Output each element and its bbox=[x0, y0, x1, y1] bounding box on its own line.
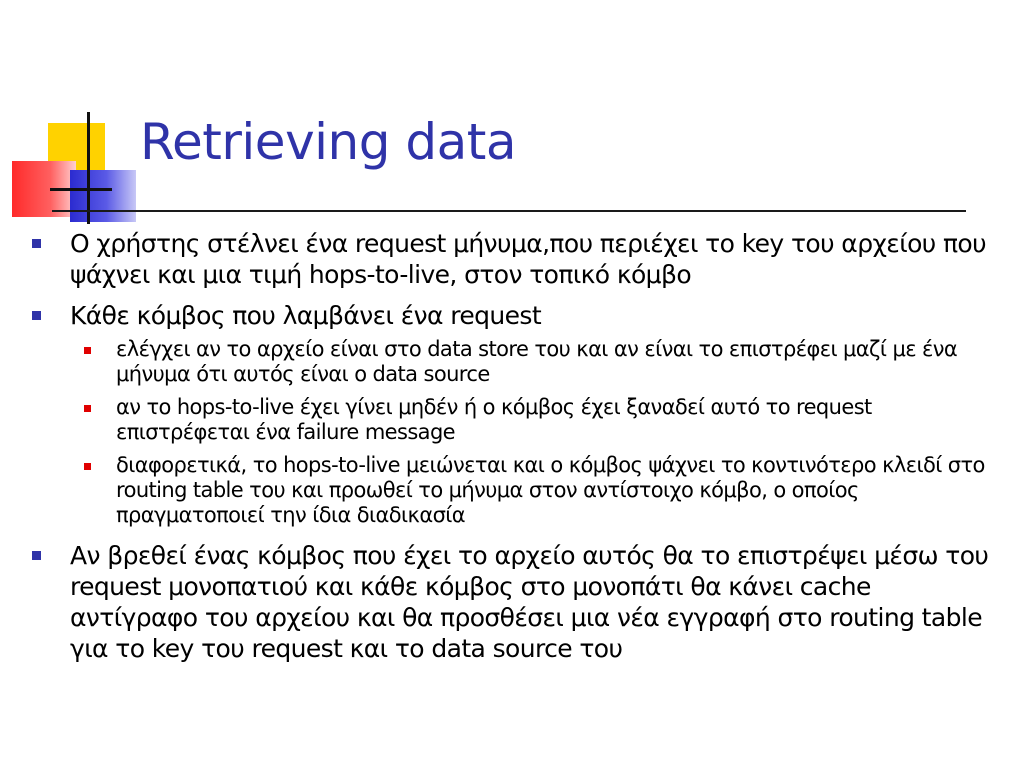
horizontal-line-shape bbox=[50, 188, 112, 191]
sub-bullet-text: αν το hops-to-live έχει γίνει μηδέν ή ο κόμβος έχει ξαναδεί αυτό το request επιστρέφεται ένα failure message bbox=[116, 395, 872, 444]
sub-bullet-text: ελέγχει αν το αρχείο είναι στο data store του και αν είναι το επιστρέφει μαζί με ένα μήνυμα ότι αυτός είναι ο data source bbox=[116, 337, 958, 386]
red-square-bullet-icon bbox=[84, 347, 91, 354]
bullet-text: Κάθε κόμβος που λαμβάνει ένα request bbox=[70, 301, 542, 330]
red-square-bullet-icon bbox=[84, 463, 91, 470]
blue-square-shape bbox=[70, 170, 136, 222]
sub-bullet-list bbox=[30, 337, 1000, 528]
bullet-item bbox=[30, 540, 1000, 664]
bullet-text: Αν βρεθεί ένας κόμβος που έχει το αρχείο αυτός θα το επιστρέψει μέσω του request μονοπατιού και κάθε κόμβος στο μονοπάτι θα κάνει cache αντίγραφο του αρχείου και θα προσθέσει μια νέα εγγραφή στο routing table για το key του request και το data source του bbox=[70, 541, 989, 663]
sub-bullet-text: διαφορετικά, το hops-to-live μειώνεται και ο κόμβος ψάχνει το κοντινότερο κλειδί στο routing table του και προωθεί το μήνυμα στον αντίστοιχο κόμβο, ο οποίος πραγματοποιεί την ίδια διαδικασία bbox=[116, 453, 985, 527]
title-divider bbox=[52, 210, 966, 212]
square-bullet-icon bbox=[32, 311, 41, 320]
sub-bullet-item bbox=[30, 395, 1000, 445]
sub-bullet-item bbox=[30, 337, 1000, 387]
decorative-logo-icon bbox=[0, 0, 140, 230]
sub-bullet-item bbox=[30, 453, 1000, 528]
red-square-bullet-icon bbox=[84, 405, 91, 412]
bullet-item bbox=[30, 300, 1000, 331]
bullet-list bbox=[30, 228, 1000, 674]
bullet-text: Ο χρήστης στέλνει ένα request μήνυμα,που περιέχει το key του αρχείου που ψάχνει και μια τιμή hops-to-live, στον τοπικό κόμβο bbox=[70, 229, 986, 289]
square-bullet-icon bbox=[32, 551, 41, 560]
square-bullet-icon bbox=[32, 239, 41, 248]
slide-title: Retrieving data bbox=[140, 113, 516, 171]
bullet-item bbox=[30, 228, 1000, 290]
vertical-line-shape bbox=[87, 112, 90, 224]
